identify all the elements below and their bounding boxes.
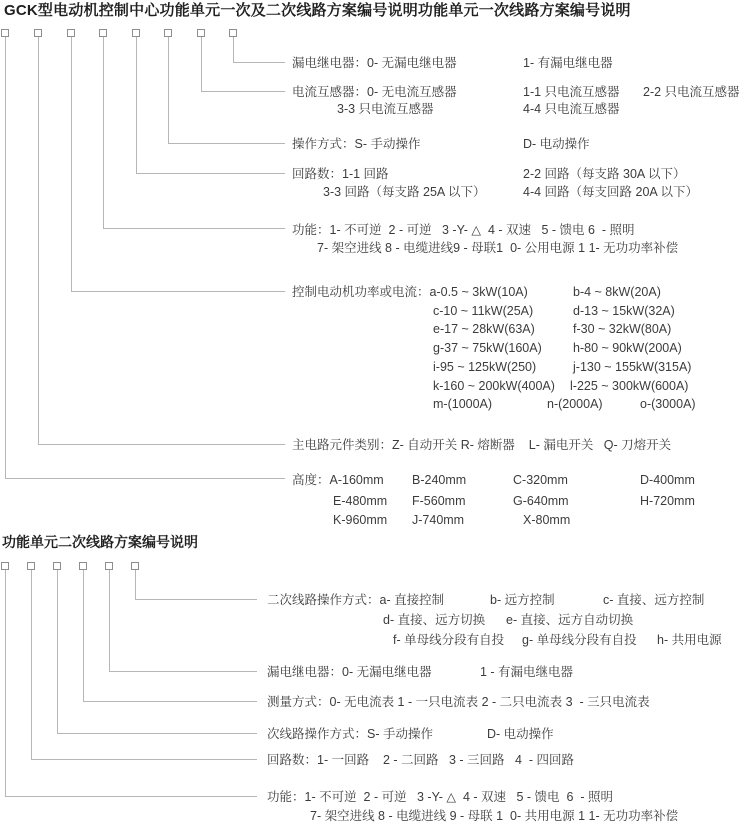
code-digit-box (67, 29, 75, 37)
label-motor-power: l-225 ~ 300kW(600A) (570, 379, 689, 393)
label-circuit-count: 4-4 回路（每支回路 20A 以下） (523, 185, 699, 199)
label-height: F-560mm (412, 494, 466, 508)
label-secondary-operation: d- 直接、远方切换 (383, 613, 486, 627)
connector-line (5, 570, 6, 796)
connector-line (31, 759, 257, 760)
code-digit-box (27, 562, 35, 570)
connector-line (233, 62, 285, 63)
label-operation-mode: D- 电动操作 (487, 727, 554, 741)
label-motor-power: f-30 ~ 32kW(80A) (573, 322, 672, 336)
code-digit-box (1, 562, 9, 570)
connector-line (233, 37, 234, 62)
label-height: K-960mm (333, 513, 388, 527)
label-height: J-740mm (412, 513, 465, 527)
label-leakage-relay: 漏电继电器：0- 无漏电继电器 (292, 56, 457, 70)
label-motor-power: k-160 ~ 200kW(400A) (433, 379, 555, 393)
page-title: GCK型电动机控制中心功能单元一次及二次线路方案编号说明功能单元一次线路方案编号说明 (4, 2, 631, 19)
label-operation-mode: 操作方式：S- 手动操作 (292, 137, 421, 151)
label-motor-power: h-80 ~ 90kW(200A) (573, 341, 682, 355)
code-digit-box (197, 29, 205, 37)
label-secondary-operation: b- 远方控制 (490, 593, 555, 607)
label-function: 7- 架空进线 8 - 电缆进线9 - 母联1 0- 公用电源 1 1- 无功功率补偿 (317, 241, 679, 255)
label-secondary-operation: g- 单母线分段有自投 (522, 633, 637, 647)
label-motor-power: j-130 ~ 155kW(315A) (573, 360, 692, 374)
connector-line (109, 671, 257, 672)
label-height: C-320mm (513, 473, 568, 487)
label-current-transformer: 1-1 只电流互感器 (523, 85, 620, 99)
connector-line (31, 570, 32, 759)
label-height: B-240mm (412, 473, 467, 487)
connector-line (103, 228, 285, 229)
label-current-transformer: 电流互感器：0- 无电流互感器 (292, 85, 457, 99)
label-height: 高度：A-160mm (292, 473, 384, 487)
label-operation-mode: D- 电动操作 (523, 137, 590, 151)
label-main-component: 主电路元件类别：Z- 自动开关 R- 熔断器 L- 漏电开关 Q- 刀熔开关 (292, 438, 672, 452)
label-leakage-relay: 1- 有漏电继电器 (523, 56, 613, 70)
label-height: H-720mm (640, 494, 695, 508)
connector-line (168, 37, 169, 143)
connector-line (201, 91, 285, 92)
code-digit-box (229, 29, 237, 37)
label-secondary-operation: h- 共用电源 (657, 633, 722, 647)
label-motor-power: g-37 ~ 75kW(160A) (433, 341, 542, 355)
label-secondary-operation: f- 单母线分段有自投 (393, 633, 505, 647)
label-circuit-count: 2-2 回路（每支路 30A 以下） (523, 167, 686, 181)
label-current-transformer: 3-3 只电流互感器 (337, 102, 434, 116)
code-digit-box (164, 29, 172, 37)
connector-line (38, 444, 285, 445)
label-function: 功能：1- 不可逆 2 - 可逆 3 -Y- △ 4 - 双速 5 - 馈电 6 - 照明 (267, 790, 614, 804)
connector-line (135, 599, 257, 600)
label-motor-power: 控制电动机功率或电流：a-0.5 ~ 3kW(10A) (292, 285, 528, 299)
label-function: 功能：1- 不可逆 2 - 可逆 3 -Y- △ 4 - 双速 5 - 馈电 6 - 照明 (292, 223, 635, 237)
label-circuit-count: 回路数：1-1 回路 (292, 167, 389, 181)
code-digit-box (1, 29, 9, 37)
label-secondary-operation: 二次线路操作方式：a- 直接控制 (267, 593, 445, 607)
label-height: E-480mm (333, 494, 388, 508)
connector-line (103, 37, 104, 228)
label-operation-mode: 次线路操作方式：S- 手动操作 (267, 727, 433, 741)
connector-line (201, 37, 202, 91)
code-digit-box (34, 29, 42, 37)
label-height: D-400mm (640, 473, 695, 487)
connector-line (168, 143, 285, 144)
connector-line (71, 291, 285, 292)
label-circuit-count: 回路数：1- 一回路 2 - 二回路 3 - 三回路 4 - 四回路 (267, 753, 574, 767)
code-digit-box (132, 29, 140, 37)
connector-line (83, 701, 257, 702)
connector-line (5, 37, 6, 478)
label-leakage-relay: 漏电继电器：0- 无漏电继电器 (267, 665, 432, 679)
connector-line (136, 37, 137, 173)
code-digit-box (53, 562, 61, 570)
connector-line (135, 570, 136, 599)
label-motor-power: b-4 ~ 8kW(20A) (573, 285, 661, 299)
label-current-transformer: 4-4 只电流互感器 (523, 102, 620, 116)
connector-line (136, 173, 285, 174)
label-secondary-operation: e- 直接、远方自动切换 (506, 613, 634, 627)
label-motor-power: d-13 ~ 15kW(32A) (573, 304, 675, 318)
label-leakage-relay: 1 - 有漏电继电器 (480, 665, 574, 679)
label-motor-power: i-95 ~ 125kW(250) (433, 360, 537, 374)
connector-line (109, 570, 110, 671)
section-title-secondary: 功能单元二次线路方案编号说明 (2, 534, 198, 550)
code-digit-box (105, 562, 113, 570)
label-height: G-640mm (513, 494, 569, 508)
label-motor-power: o-(3000A) (640, 397, 696, 411)
label-secondary-operation: c- 直接、远方控制 (603, 593, 705, 607)
label-height: X-80mm (523, 513, 571, 527)
connector-line (71, 37, 72, 291)
code-digit-box (99, 29, 107, 37)
connector-line (5, 478, 285, 479)
connector-line (38, 37, 39, 444)
label-current-transformer: 2-2 只电流互感器 (643, 85, 740, 99)
label-function: 7- 架空进线 8 - 电缆进线 9 - 母联 1 0- 共用电源 1 1- 无功功率补偿 (310, 809, 679, 822)
label-motor-power: m-(1000A) (433, 397, 493, 411)
label-motor-power: n-(2000A) (547, 397, 603, 411)
label-measurement-mode: 测量方式：0- 无电流表 1 - 一只电流表 2 - 二只电流表 3 - 三只电流表 (267, 695, 650, 709)
label-motor-power: c-10 ~ 11kW(25A) (433, 304, 534, 318)
code-digit-box (131, 562, 139, 570)
connector-line (83, 570, 84, 701)
label-circuit-count: 3-3 回路（每支路 25A 以下） (323, 185, 486, 199)
connector-line (57, 570, 58, 733)
connector-line (57, 733, 257, 734)
code-digit-box (79, 562, 87, 570)
connector-line (5, 796, 257, 797)
label-motor-power: e-17 ~ 28kW(63A) (433, 322, 535, 336)
